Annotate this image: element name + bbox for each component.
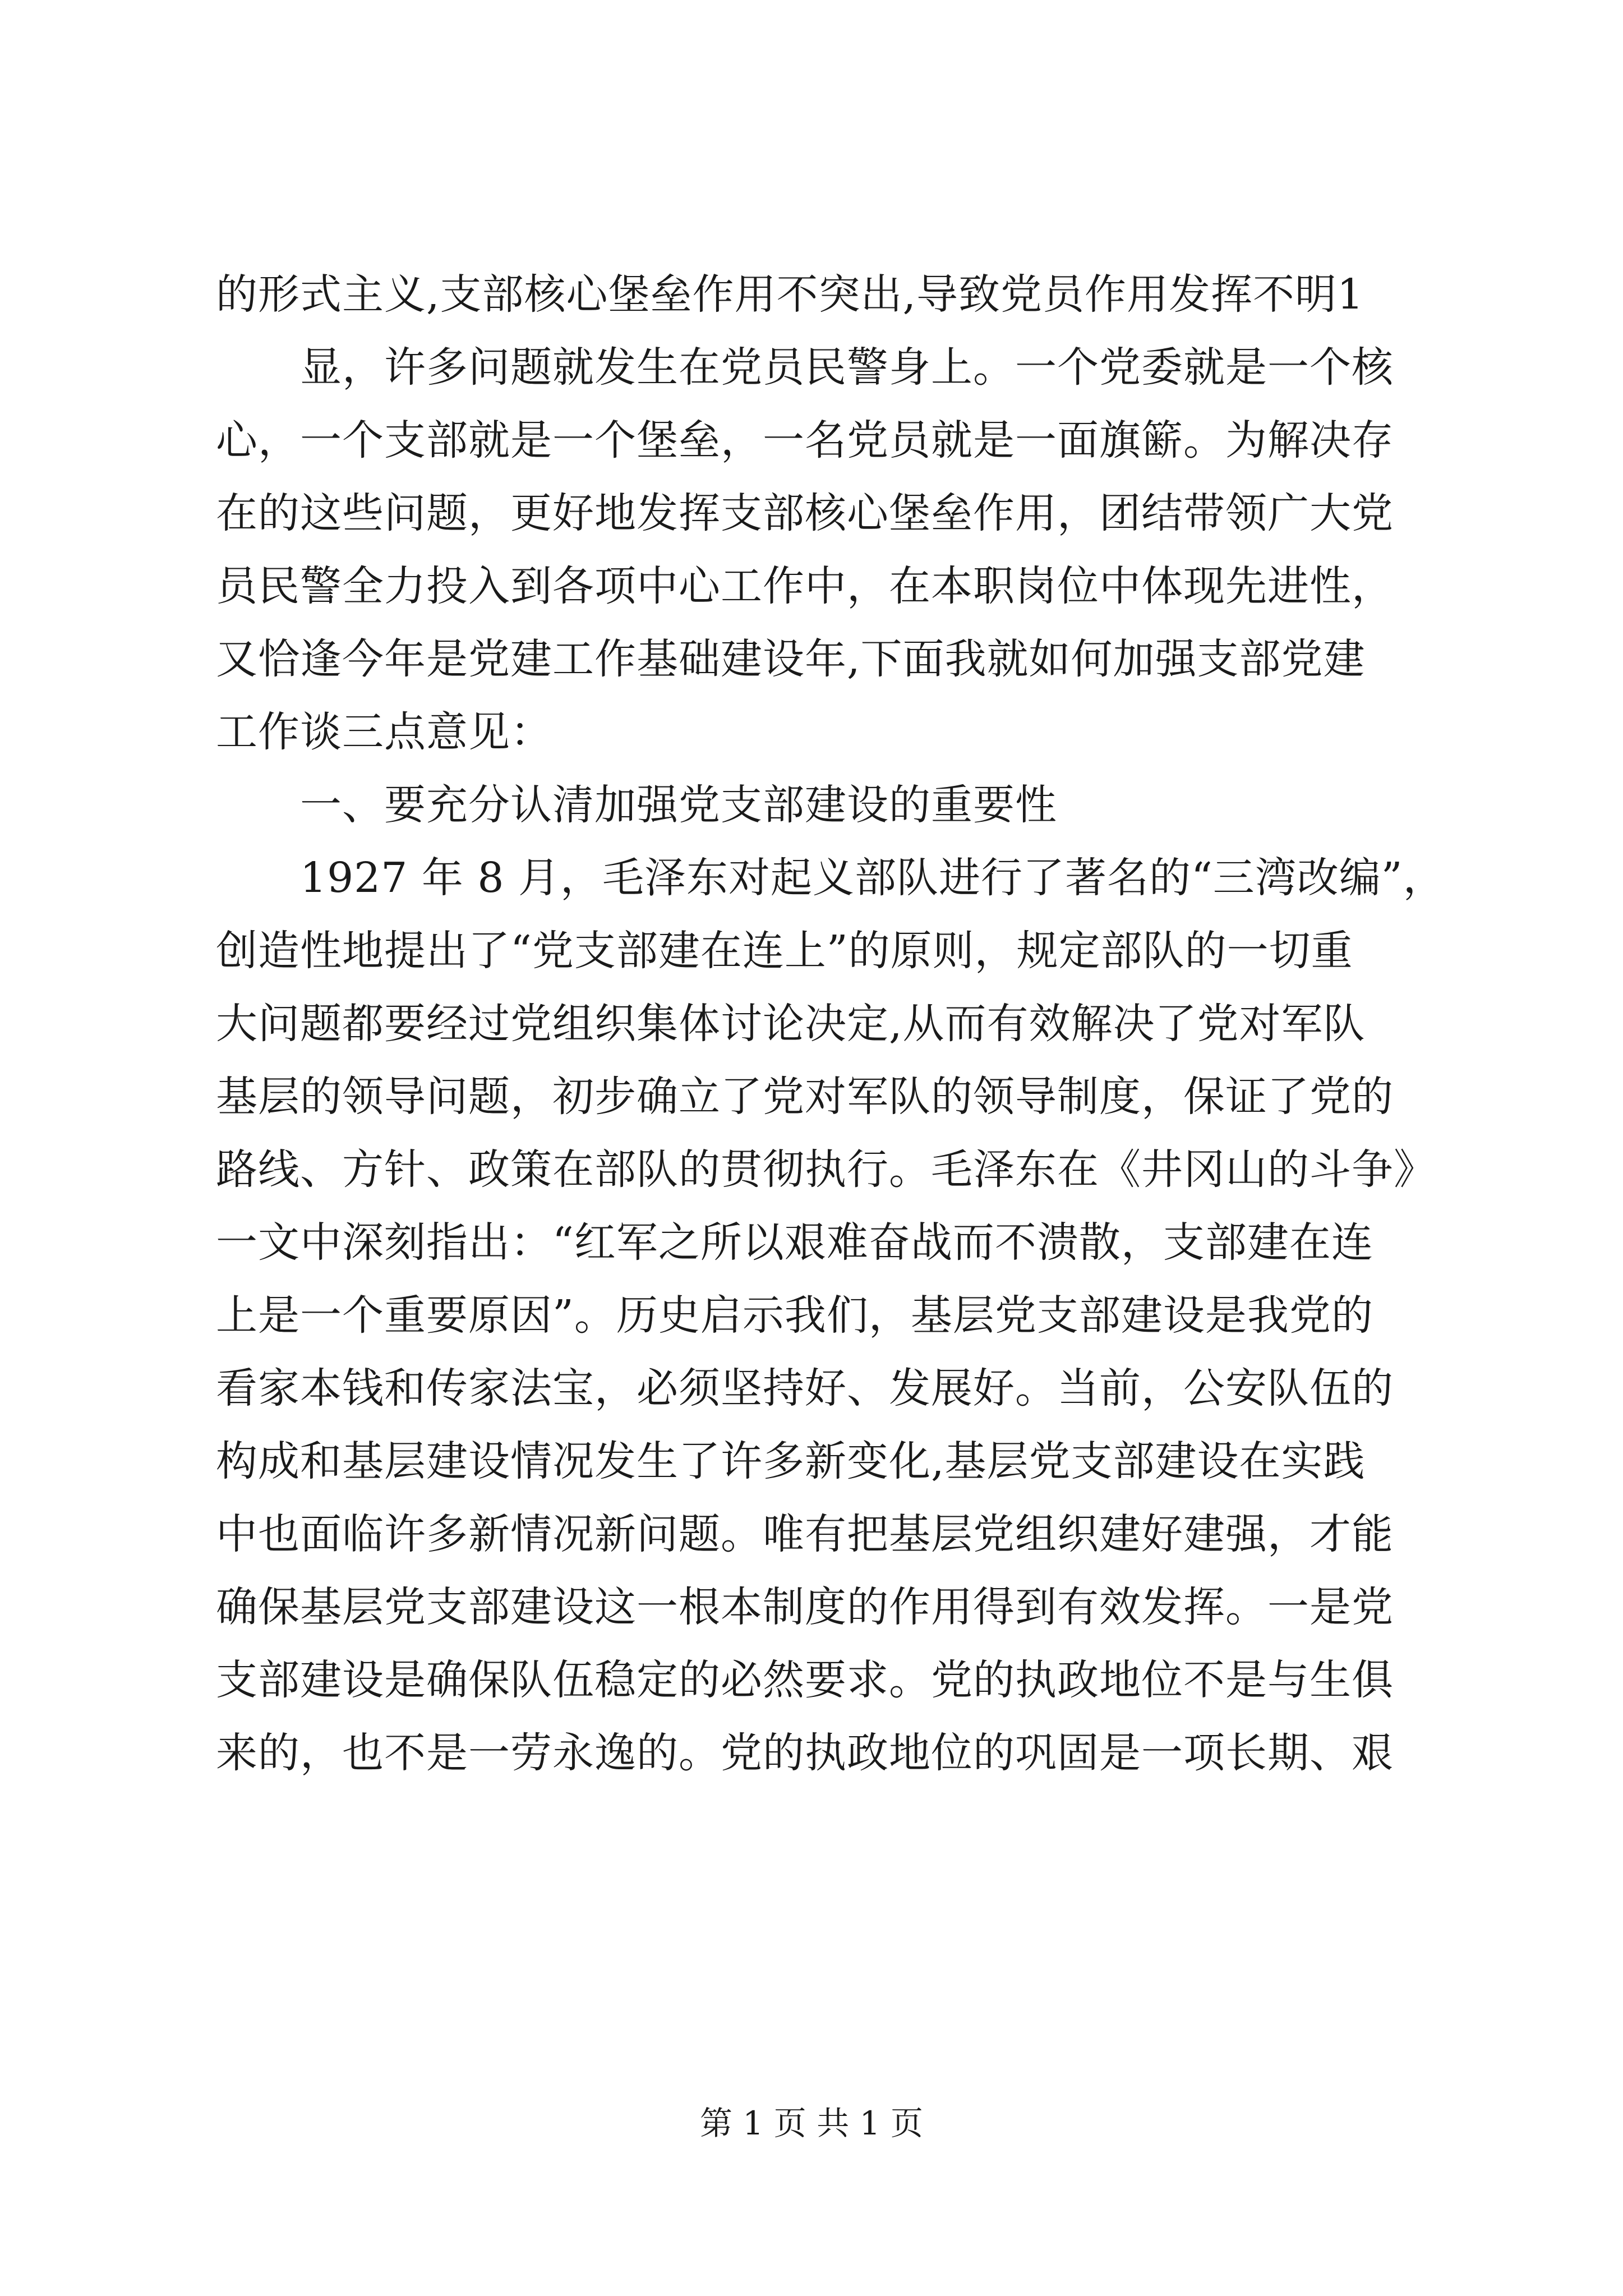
text-line: 工作谈三点意见： (216, 708, 552, 756)
text-line: 1927 年 8 月，毛泽东对起义部队进行了著名的“三湾改编”， (300, 854, 1445, 902)
section-heading: 一、要充分认清加强党支部建设的重要性 (300, 781, 1057, 829)
text-line: 路线、方针、政策在部队的贯彻执行。毛泽东在《井冈山的斗争》 (216, 1145, 1436, 1194)
text-line: 来的，也不是一劳永逸的。党的执政地位的巩固是一项长期、艰 (216, 1729, 1394, 1777)
text-line: 看家本钱和传家法宝，必须坚持好、发展好。当前，公安队伍的 (216, 1364, 1394, 1412)
text-line: 支部建设是确保队伍稳定的必然要求。党的执政地位不是与生俱 (216, 1656, 1394, 1704)
text-line: 中也面临许多新情况新问题。唯有把基层党组织建好建强，才能 (216, 1510, 1394, 1558)
text-line: 心，一个支部就是一个堡垒，一名党员就是一面旗簖。为解决存 (216, 416, 1394, 464)
page-footer: 第 1 页 共 1 页 (700, 2104, 923, 2142)
text-line: 大问题都要经过党组织集体讨论决定,从而有效解决了党对军队 (216, 1000, 1366, 1048)
text-line: 基层的领导问题，初步确立了党对军队的领导制度，保证了党的 (216, 1073, 1394, 1121)
text-line: 上是一个重要原因”。历史启示我们，基层党支部建设是我党的 (216, 1291, 1373, 1340)
text-line: 创造性地提出了“党支部建在连上”的原则，规定部队的一切重 (216, 927, 1353, 975)
text-line: 构成和基层建设情况发生了许多新变化,基层党支部建设在实践 (216, 1437, 1366, 1485)
text-line: 一文中深刻指出：“红军之所以艰难奋战而不溃散，支部建在连 (216, 1218, 1373, 1267)
text-line: 显，许多问题就发生在党员民警身上。一个党委就是一个核 (300, 343, 1394, 392)
text-line: 在的这些问题，更好地发挥支部核心堡垒作用，团结带领广大党 (216, 489, 1394, 537)
text-line: 的形式主义,支部核心堡垒作用不突出,导致党员作用发挥不明1 (216, 270, 1364, 319)
text-line: 又恰逢今年是党建工作基础建设年,下面我就如何加强支部党建 (216, 635, 1366, 683)
text-line: 确保基层党支部建设这一根本制度的作用得到有效发挥。一是党 (216, 1583, 1394, 1631)
text-line: 员民警全力投入到各项中心工作中，在本职岗位中体现先进性， (216, 562, 1394, 610)
